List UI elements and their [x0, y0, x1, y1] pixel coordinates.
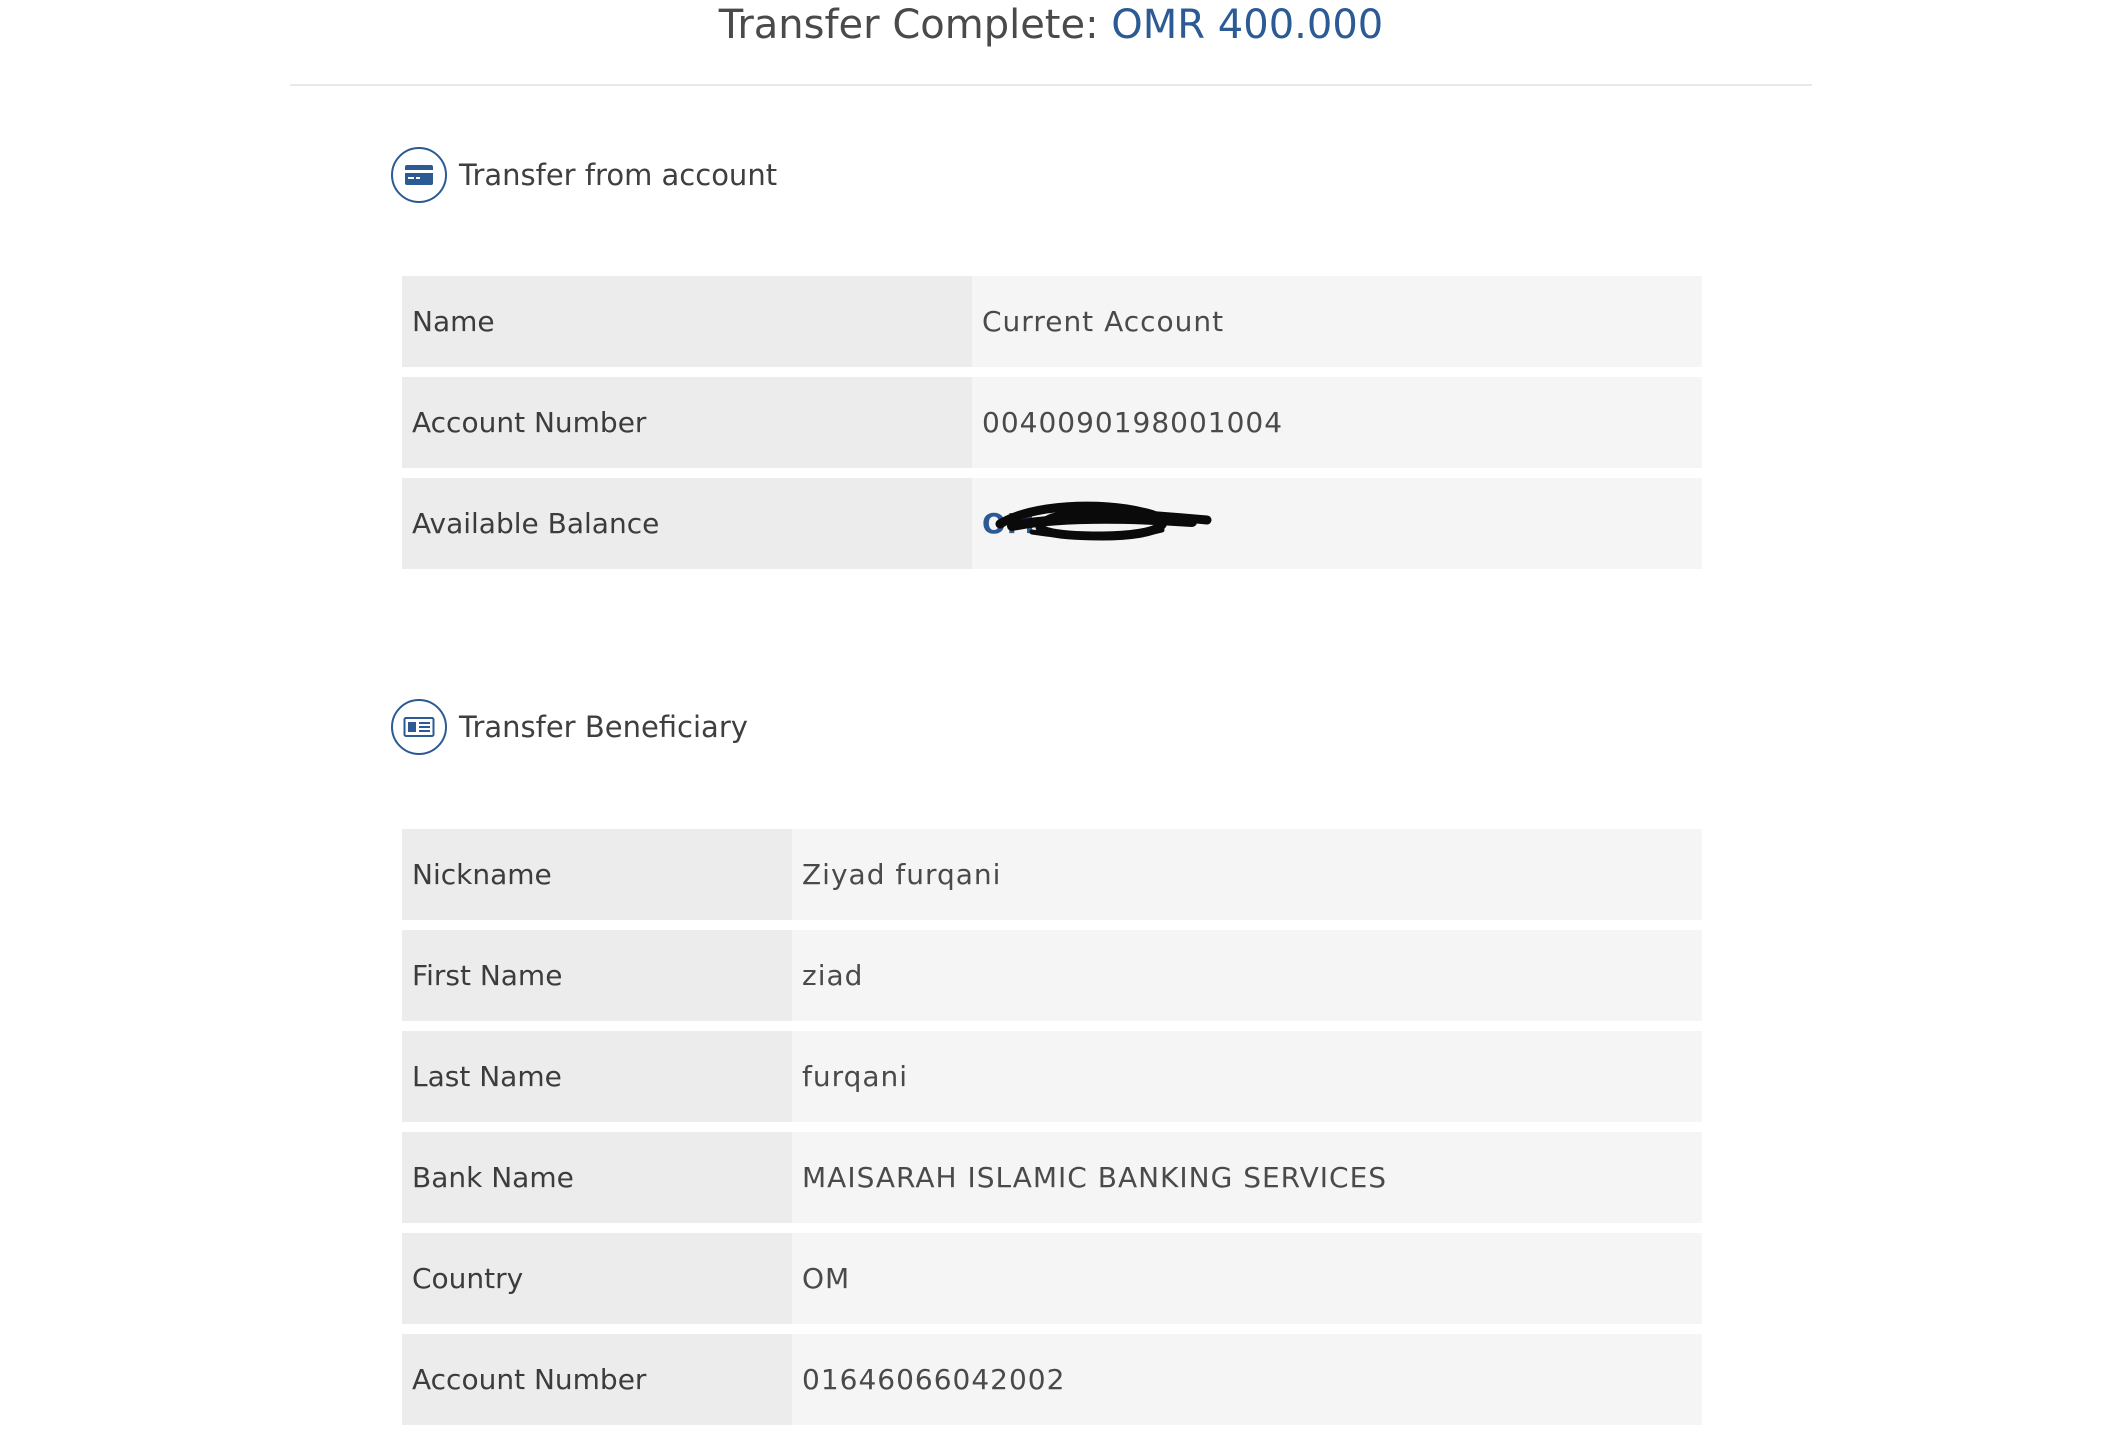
row-value-name: Current Account — [972, 276, 1702, 367]
table-row — [402, 377, 1702, 468]
table-row — [402, 930, 1702, 1021]
balance-text: OM — [982, 507, 1036, 540]
table-row — [402, 1132, 1702, 1223]
row-label-last-name: Last Name — [402, 1031, 792, 1122]
table-row — [402, 1334, 1702, 1425]
row-label-available-balance: Available Balance — [402, 478, 972, 569]
from-account-section-header — [391, 144, 777, 206]
row-label-first-name: First Name — [402, 930, 792, 1021]
table-row — [402, 276, 1702, 367]
row-label-country: Country — [402, 1233, 792, 1324]
page-title — [719, 2, 1383, 48]
row-value-account-number: 01646066042002 — [792, 1334, 1702, 1425]
beneficiary-table — [402, 829, 1702, 1435]
row-value-country: OM — [792, 1233, 1702, 1324]
row-value-nickname: Ziyad furqani — [792, 829, 1702, 920]
beneficiary-section-header — [391, 696, 748, 758]
row-value-first-name: ziad — [792, 930, 1702, 1021]
table-row — [402, 829, 1702, 920]
row-label-account-number: Account Number — [402, 377, 972, 468]
beneficiary-section-title: Transfer Beneficiary — [459, 710, 748, 744]
row-label-bank-name: Bank Name — [402, 1132, 792, 1223]
row-label-account-number: Account Number — [402, 1334, 792, 1425]
page-header — [290, 0, 1812, 86]
row-value-available-balance — [972, 478, 1702, 569]
row-value-bank-name: MAISARAH ISLAMIC BANKING SERVICES — [792, 1132, 1702, 1223]
from-account-section-title: Transfer from account — [459, 158, 778, 192]
row-label-nickname: Nickname — [402, 829, 792, 920]
from-account-table — [402, 276, 1702, 579]
credit-card-icon — [391, 147, 447, 203]
transfer-status-text: Transfer Complete: — [718, 2, 1099, 48]
table-row — [402, 1233, 1702, 1324]
table-row — [402, 1031, 1702, 1122]
table-row — [402, 478, 1702, 569]
id-card-icon — [391, 699, 447, 755]
row-label-name: Name — [402, 276, 972, 367]
row-value-last-name: furqani — [792, 1031, 1702, 1122]
row-value-account-number: 0040090198001004 — [972, 377, 1702, 468]
redaction-scribble — [992, 496, 1212, 546]
transfer-amount: OMR 400.000 — [1111, 2, 1384, 48]
